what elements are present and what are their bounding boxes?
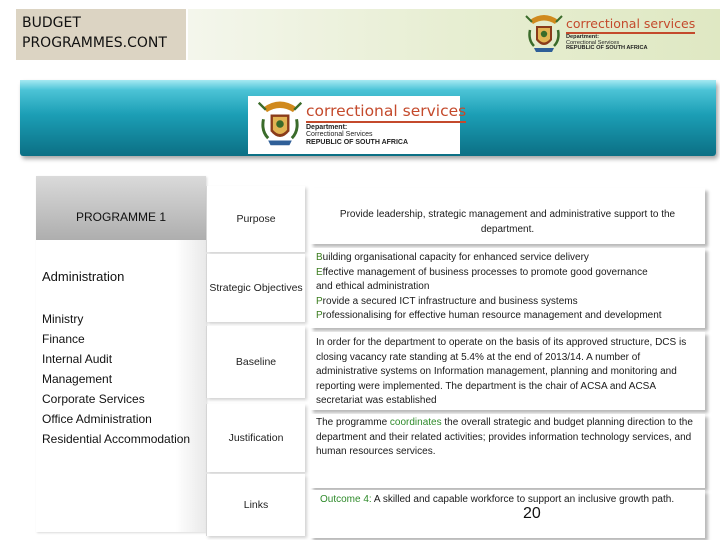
department-label: Department:: [306, 123, 348, 131]
baseline-text: In order for the department to operate on the basis of its approved structure, DCS is closing vacancy rate standing at 5.4% at the end of 2013/14. A number of administrative systems on Information management, planning and monitoring and reporting were implemented. The department is the chair of ACSA and ACSA secretariat was established: [310, 332, 705, 410]
list-item: Ministry: [42, 312, 84, 326]
justification-highlight: coordinates: [389, 417, 442, 428]
justification-text: The programme coordinates the overall strategic and budget planning direction to the department and their related activities; provides information technology services, and human resources services.: [310, 414, 705, 488]
page-number: 20: [523, 505, 541, 522]
purpose-text: Provide leadership, strategic management and administrative support to the department.: [310, 188, 705, 244]
subprogramme-list: [42, 309, 190, 449]
purpose-label: [206, 186, 305, 252]
programme-header: PROGRAMME 1: [36, 176, 206, 240]
coat-of-arms-icon: [254, 98, 306, 150]
justification-label-text: Justification: [228, 432, 284, 444]
purpose-label-text: Purpose: [236, 213, 276, 225]
list-item: Internal Audit: [42, 352, 113, 366]
links-label: [206, 474, 305, 536]
strategic-objectives-text: [310, 248, 705, 328]
header-logo: [522, 12, 695, 56]
links-text: Outcome 4: A skilled and capable workforce to support an inclusive growth path.: [310, 490, 705, 538]
list-item: Management: [42, 372, 113, 386]
list-item: Office Administration: [42, 412, 152, 426]
brand-name: correctional services: [306, 101, 467, 120]
list-item: Residential Accommodation: [42, 432, 191, 446]
objective-item: Building organisational capacity for enhanced service delivery: [316, 252, 589, 263]
department-name: Correctional Services: [306, 131, 373, 139]
strategic-objectives-label-text: Strategic Objectives: [209, 282, 303, 294]
banner-logo: [254, 98, 466, 150]
justification-label: [206, 404, 305, 472]
slide-title-line2: PROGRAMMES.CONT: [22, 35, 167, 51]
brand-name: correctional services: [566, 15, 696, 31]
outcome-label: Outcome 4:: [320, 494, 372, 505]
objective-item: Professionalising for effective human resource management and development: [316, 310, 662, 321]
coat-of-arms-icon: [522, 12, 566, 56]
list-item: Finance: [42, 332, 85, 346]
baseline-label: [206, 326, 305, 398]
baseline-label-text: Baseline: [235, 356, 277, 368]
programme-name: Administration: [42, 269, 125, 284]
department-label: Department:: [566, 33, 599, 40]
country-name: REPUBLIC OF SOUTH AFRICA: [306, 138, 409, 146]
slide-title: [16, 9, 186, 60]
objective-item: Effective management of business processes to promote good governance: [316, 266, 648, 278]
slide-title-line1: BUDGET: [22, 15, 81, 31]
list-item: Corporate Services: [42, 392, 145, 406]
objective-item: Provide a secured ICT infrastructure and business systems: [316, 295, 578, 307]
objective-item: and ethical administration: [316, 281, 430, 292]
links-label-text: Links: [243, 499, 269, 511]
strategic-objectives-label: [206, 254, 305, 322]
country-name: REPUBLIC OF SOUTH AFRICA: [566, 45, 648, 52]
brand-underline: [306, 121, 466, 123]
department-name: Correctional Services: [566, 39, 620, 46]
